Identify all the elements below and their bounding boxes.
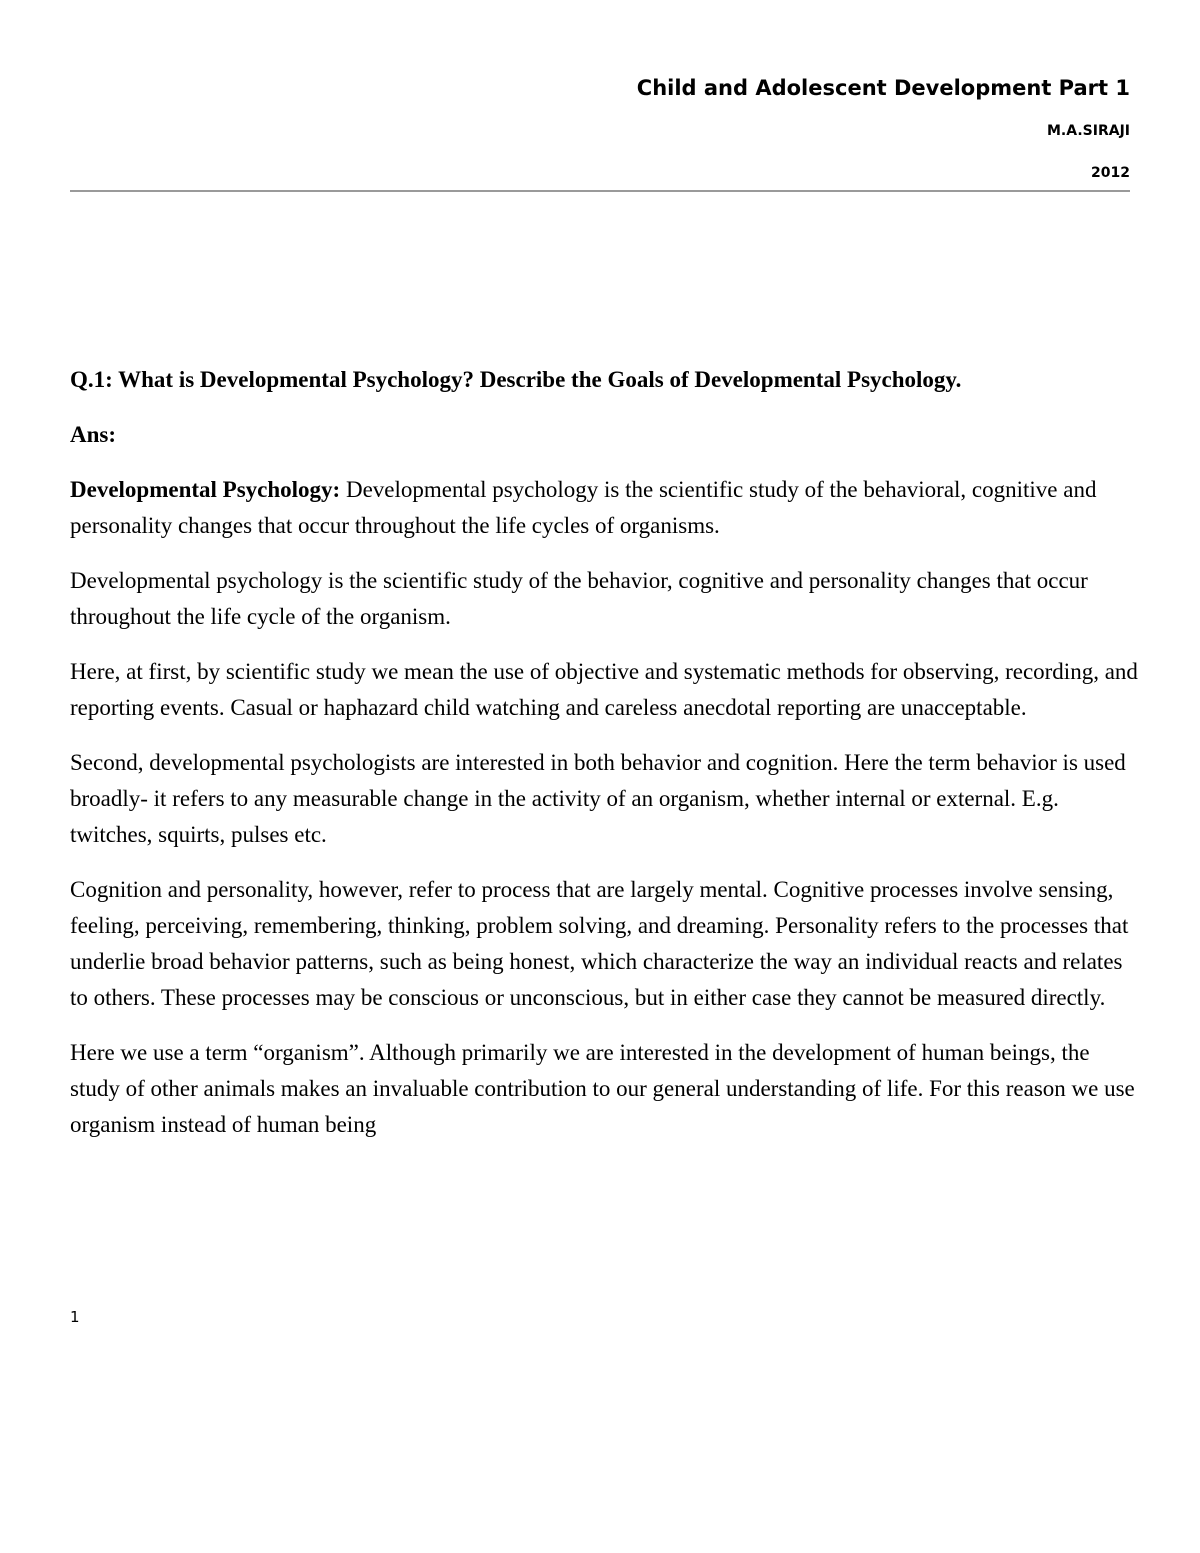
document-body (70, 362, 1140, 1162)
header-author: M.A.SIRAJI (1047, 123, 1130, 139)
header-title: Child and Adolescent Development Part 1 (636, 76, 1130, 100)
answer-label: Ans: (70, 422, 117, 447)
body-paragraph: Developmental psychology is the scientific study of the behavior, cognitive and personality changes that occur throughout the life cycle of the organism. (70, 568, 1088, 629)
body-paragraph: Cognition and personality, however, refer to process that are largely mental. Cognitive processes involve sensing, feeling, perceiving, remembering, thinking, problem solving, and dreaming. Personality refers to the processes that underlie broad behavior patterns, such as being honest, which characterize the way an individual reacts and relates to others. These processes may be conscious or unconscious, but in either case they cannot be measured directly. (70, 877, 1129, 1010)
question-heading: Q.1: What is Developmental Psychology? Describe the Goals of Developmental Psychology. (70, 367, 962, 392)
definition-term: Developmental Psychology: (70, 477, 341, 502)
definition-text: Developmental psychology is the scientific study of the behavioral, cognitive and personality changes that occur throughout the life cycles of organisms. (70, 477, 1097, 538)
definition-paragraph (70, 472, 1140, 544)
page-header (70, 70, 1130, 184)
header-year: 2012 (1091, 165, 1130, 181)
body-paragraph: Second, developmental psychologists are interested in both behavior and cognition. Here the term behavior is used broadly- it refers to any measurable change in the activity of an organism, whether internal or external. E.g. twitches, squirts, pulses etc. (70, 750, 1126, 847)
body-paragraph: Here, at first, by scientific study we mean the use of objective and systematic methods for observing, recording, and reporting events. Casual or haphazard child watching and careless anecdotal reporting are unacceptable. (70, 659, 1138, 720)
header-divider (70, 190, 1130, 192)
page-number: 1 (70, 1308, 80, 1326)
body-paragraph: Here we use a term “organism”. Although primarily we are interested in the development of human beings, the study of other animals makes an invaluable contribution to our general understanding of life. For this reason we use organism instead of human being (70, 1040, 1135, 1137)
